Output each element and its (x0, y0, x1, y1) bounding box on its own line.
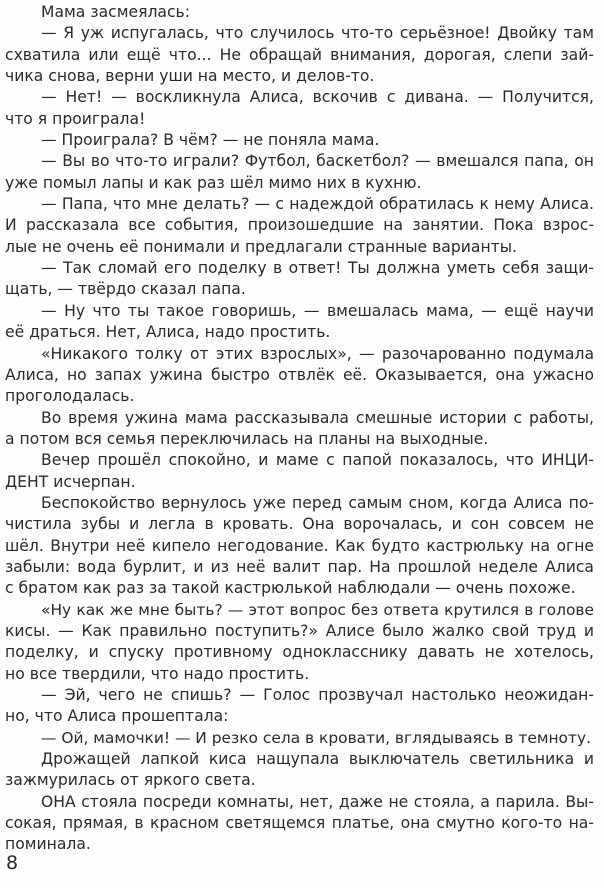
text-line: И рассказала все события, произошедшие на занятии. Пока взрос- (5, 216, 594, 235)
text-line: щать, — твёрдо сказал папа. (5, 280, 246, 299)
text-line: Алиса, но запах ужина быстро отвлёк её. Оказывается, она ужасно (5, 365, 594, 384)
text-line: сокая, прямая, в красном светящемся платье, она смутно кого-то на- (5, 814, 594, 833)
text-line: шёл. Внутри неё кипело негодование. Как будто кастрюльку на огне (5, 536, 594, 555)
text-line: забыли: вода бурлит, и из неё валит пар. На прошлой неделе Алиса (5, 557, 594, 576)
text-line: «Ну как же мне быть? — этот вопрос без ответа крутился в голове (41, 600, 594, 619)
text-line: но все твердили, что надо простить. (5, 664, 310, 683)
text-line: Мама засмеялась: (41, 3, 190, 21)
text-line: чистила зубы и легла в кровать. Она ворочалась, и сон совсем не (5, 515, 594, 534)
text-line: поминала. (5, 835, 91, 854)
text-line: — Эй, чего не спишь? — Голос прозвучал настолько неожидан- (41, 686, 594, 704)
text-line: чика снова, верни уши на место, и делов-то. (5, 67, 375, 86)
story-text (5, 2, 594, 856)
text-line: — Я уж испугалась, что случилось что-то серьёзное! Двойку там (41, 24, 594, 43)
text-line: ОНА стояла посреди комнаты, нет, даже не стояла, а парила. Вы- (41, 792, 594, 811)
text-line: — Проиграла? В чём? — не поняла мама. (41, 131, 380, 150)
text-line: Беспокойство вернулось уже перед самым сном, когда Алиса по- (41, 493, 594, 512)
text-line: Во время ужина мама рассказывала смешные истории с работы, (41, 408, 594, 427)
text-line: с братом как раз за такой кастрюлькой наблюдали — очень похоже. (5, 579, 576, 598)
text-line: Вечер прошёл спокойно, и маме с папой показалось, что ИНЦИ- (41, 451, 594, 470)
text-line: — Папа, что мне делать? — с надеждой обратилась к нему Алиса. (41, 195, 594, 214)
text-line: «Никакого толку от этих взрослых», — разочарованно подумала (41, 344, 594, 363)
text-line: проголодалась. (5, 387, 135, 406)
text-line: что я проиграла! (5, 109, 146, 128)
text-line: — Ну что ты такое говоришь, — вмешалась мама, — ещё научи (41, 301, 594, 320)
text-line: лые не очень её понимали и предлагали странные варианты. (5, 237, 517, 256)
text-line: — Ой, мамочки! — И резко села в кровати, вглядываясь в темноту. (41, 728, 592, 747)
text-line: а потом вся семья переключилась на планы на выходные. (5, 429, 489, 448)
text-line: зажмурилась от яркого света. (5, 771, 256, 790)
text-line: кисы. — Как правильно поступить?» Алисе было жалко свой труд и (5, 621, 594, 640)
text-line: — Так сломай его поделку в ответ! Ты должна уметь себя защи- (41, 259, 594, 278)
text-line: ДЕНТ исчерпан. (5, 472, 136, 491)
text-line: но, что Алиса прошептала: (5, 707, 229, 726)
text-line: схватила или ещё что... Не обращай внимания, дорогая, слепи зай- (5, 45, 594, 64)
page-number: 8 (6, 852, 19, 874)
text-line: поделку, и спуску противному однокласснику давать не хотелось, (5, 643, 594, 662)
text-line: её драться. Нет, Алиса, надо простить. (5, 323, 331, 342)
text-line: — Нет! — воскликнула Алиса, вскочив с дивана. — Получится, (41, 88, 594, 107)
text-line: — Вы во что-то играли? Футбол, баскетбол? — вмешался папа, он (41, 152, 594, 171)
text-line: уже помыл лапы и как раз шёл мимо них в кухню. (5, 173, 422, 192)
text-line: Дрожащей лапкой киса нащупала выключатель светильника и (41, 750, 594, 769)
